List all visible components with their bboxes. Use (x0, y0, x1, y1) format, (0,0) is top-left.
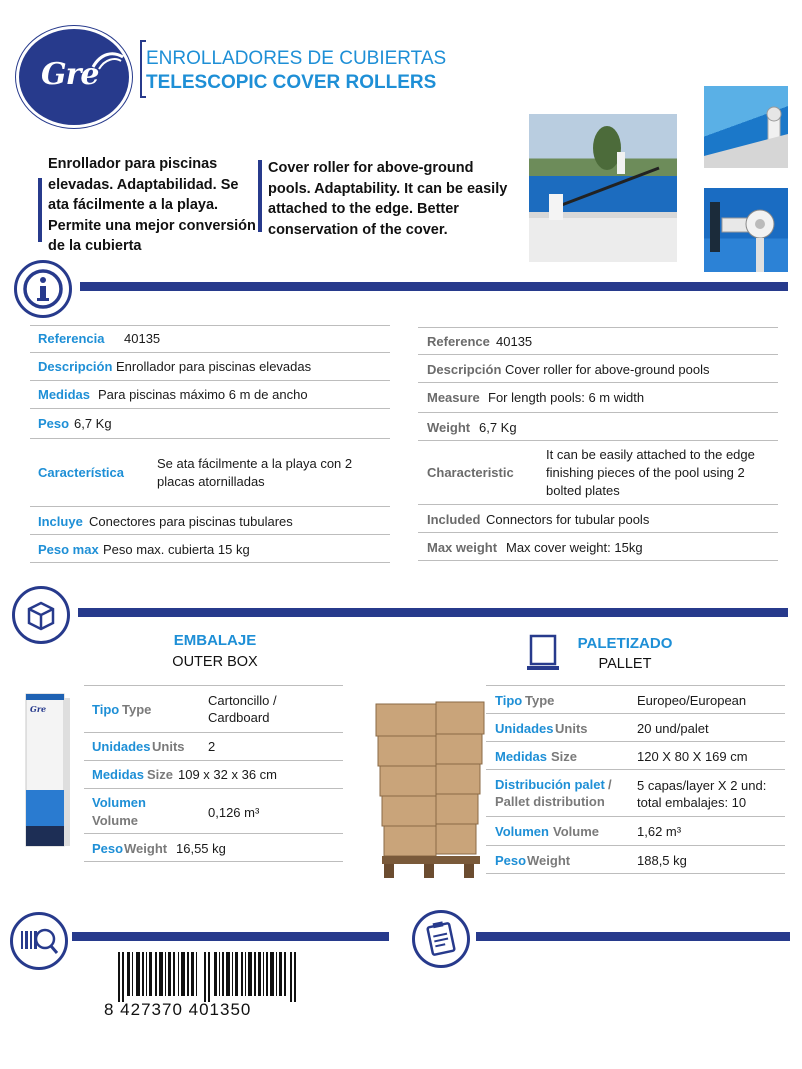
outer-row-volume (84, 789, 343, 834)
spec-value: 6,7 Kg (74, 416, 112, 431)
spec-row-measure (418, 383, 778, 413)
row-label-en: Size (147, 767, 174, 782)
spec-row-included (418, 505, 778, 533)
spec-row-peso (30, 409, 390, 439)
clipboard-section-badge (412, 910, 470, 968)
pallet-icon-wrap (526, 634, 560, 672)
row-label-sep: / (608, 777, 612, 792)
row-value: 5 capas/layer X 2 und: total embalajes: 10 (637, 778, 767, 810)
spec-value: Para piscinas máximo 6 m de ancho (98, 387, 308, 402)
spec-row-caracteristica (30, 439, 390, 507)
outer-box-image (22, 690, 72, 850)
row-value: Europeo/European (637, 693, 747, 708)
spec-label: Descripción (427, 362, 502, 377)
spec-value: 40135 (496, 334, 533, 349)
outer-box-subtitle: OUTER BOX (172, 654, 258, 670)
logo-swirl-icon (91, 49, 125, 71)
spec-value: Conectores para piscinas tubulares (89, 514, 293, 529)
barcode-image (118, 952, 296, 1002)
row-label-es: Medidas (92, 767, 145, 782)
spec-row-reference (418, 327, 778, 355)
spec-label: Reference (427, 334, 490, 349)
packaging-section-divider (78, 608, 788, 617)
spec-label: Peso max (38, 542, 99, 557)
row-label-es: Peso (92, 841, 124, 856)
row-label-es: Tipo (495, 693, 523, 708)
spec-value: Enrollador para piscinas elevadas (116, 359, 312, 374)
row-value: 2 (208, 739, 216, 754)
row-label-en: Type (122, 702, 152, 717)
row-label-en: Volume (553, 824, 599, 839)
spec-label: Included (427, 512, 481, 527)
spec-value: 6,7 Kg (479, 420, 517, 435)
spec-value: For length pools: 6 m width (488, 390, 645, 405)
spec-row-description (418, 355, 778, 383)
spec-value: Cover roller for above-ground pools (505, 362, 710, 377)
spec-row-max-weight (418, 533, 778, 561)
pallet-boxes-illustration (374, 700, 486, 882)
outer-row-units (84, 733, 343, 761)
row-label-es: Unidades (495, 721, 554, 736)
clipboard-icon (415, 913, 467, 965)
spec-row-characteristic (418, 441, 778, 505)
roller-illustration-top (704, 86, 788, 168)
pallet-row-weight (486, 846, 785, 874)
outer-box-title: EMBALAJE (173, 632, 257, 649)
pallet-image (374, 700, 486, 882)
info-section-badge (14, 260, 72, 318)
pallet-row-size (486, 742, 785, 770)
row-value: Cartoncillo / Cardboard (208, 693, 277, 725)
spec-value: It can be easily attached to the edge finishing pieces of the pool using 2 bolted plates (546, 447, 755, 498)
barcode-number: 8 427370 401350 (104, 1000, 252, 1019)
product-photo-roller-top (704, 86, 788, 168)
notes-section-divider (476, 932, 790, 941)
spec-value: Max cover weight: 15kg (506, 540, 643, 555)
intro-en-accent-bar (258, 160, 262, 232)
row-label-es: Medidas (495, 749, 548, 764)
brand-logo (16, 26, 132, 128)
barcode-section-divider (72, 932, 389, 941)
title-english: TELESCOPIC COVER ROLLERS (146, 72, 437, 93)
spec-label: Peso (38, 416, 70, 431)
spec-row-medidas (30, 381, 390, 409)
spec-row-incluye (30, 507, 390, 535)
row-value: 109 x 32 x 36 cm (178, 767, 277, 782)
outer-row-size (84, 761, 343, 789)
row-label-es: Unidades (92, 739, 151, 754)
info-icon (17, 263, 69, 315)
row-label-es: Tipo (92, 702, 120, 717)
box-section-badge (12, 586, 70, 644)
row-value: 0,126 m³ (208, 805, 260, 820)
product-photo-pool (529, 114, 677, 262)
spec-label: Referencia (38, 331, 105, 346)
row-label-en: Volume (92, 813, 138, 828)
row-label-en: Weight (124, 841, 168, 856)
row-label-en: Size (551, 749, 578, 764)
box-package-illustration (22, 690, 72, 850)
row-label-en: Pallet distribution (495, 794, 605, 809)
spec-value: 40135 (124, 331, 161, 346)
row-label-es: Distribución palet (495, 777, 605, 792)
intro-es-accent-bar (38, 178, 42, 242)
spec-label: Descripción (38, 359, 113, 374)
barcode-search-icon (13, 915, 65, 967)
row-label-es: Peso (495, 853, 527, 868)
row-value: 120 X 80 X 169 cm (637, 749, 748, 764)
spec-label: Characteristic (427, 465, 514, 480)
row-label-es: Volumen (92, 795, 146, 810)
pallet-row-type (486, 686, 785, 714)
spec-value: Peso max. cubierta 15 kg (103, 542, 250, 557)
pallet-title: PALETIZADO (577, 635, 673, 652)
pallet-row-units (486, 714, 785, 742)
row-value: 20 und/palet (637, 721, 709, 736)
spec-label: Measure (427, 390, 480, 405)
title-spanish: ENROLLADORES DE CUBIERTAS (146, 48, 447, 69)
info-section-divider (80, 282, 788, 291)
product-photo-roller-bottom (704, 188, 788, 272)
pallet-row-distribution (486, 770, 785, 817)
spec-label: Medidas (38, 387, 91, 402)
pallet-icon (526, 634, 560, 672)
logo-text: Gre (41, 57, 99, 92)
row-value: 16,55 kg (176, 841, 226, 856)
roller-illustration-bottom (704, 188, 788, 272)
intro-spanish: Enrollador para piscinas elevadas. Adaptabilidad. Se ata fácilmente a la playa. Permite una mejor conversión de la cubierta (48, 156, 256, 254)
spec-label: Característica (38, 465, 124, 480)
outer-row-type (84, 686, 343, 733)
row-value: 1,62 m³ (637, 824, 682, 839)
intro-english: Cover roller for above-ground pools. Adaptability. It can be easily attached to the edge. Better conservation of the cover. (268, 160, 508, 238)
spec-label: Weight (427, 420, 471, 435)
row-value: 188,5 kg (637, 853, 687, 868)
row-label-en: Type (525, 693, 555, 708)
pallet-row-volume (486, 817, 785, 846)
row-label-es: Volumen (495, 824, 549, 839)
spec-label: Max weight (427, 540, 498, 555)
spec-row-descripcion (30, 353, 390, 381)
spec-row-peso-max (30, 535, 390, 563)
barcode-section-badge (10, 912, 68, 970)
box-brand-text: Gre (30, 704, 47, 714)
row-label-en: Units (555, 721, 588, 736)
row-label-en: Weight (527, 853, 571, 868)
pallet-subtitle: PALLET (598, 656, 652, 672)
row-label-en: Units (152, 739, 185, 754)
spec-label: Incluye (38, 514, 83, 529)
outer-row-weight (84, 834, 343, 862)
spec-value: Connectors for tubular pools (486, 512, 650, 527)
spec-row-weight (418, 413, 778, 441)
spec-row-referencia (30, 325, 390, 353)
spec-value: Se ata fácilmente a la playa con 2 placas atornilladas (157, 456, 353, 489)
box-icon (15, 589, 67, 641)
pool-illustration (529, 114, 677, 262)
